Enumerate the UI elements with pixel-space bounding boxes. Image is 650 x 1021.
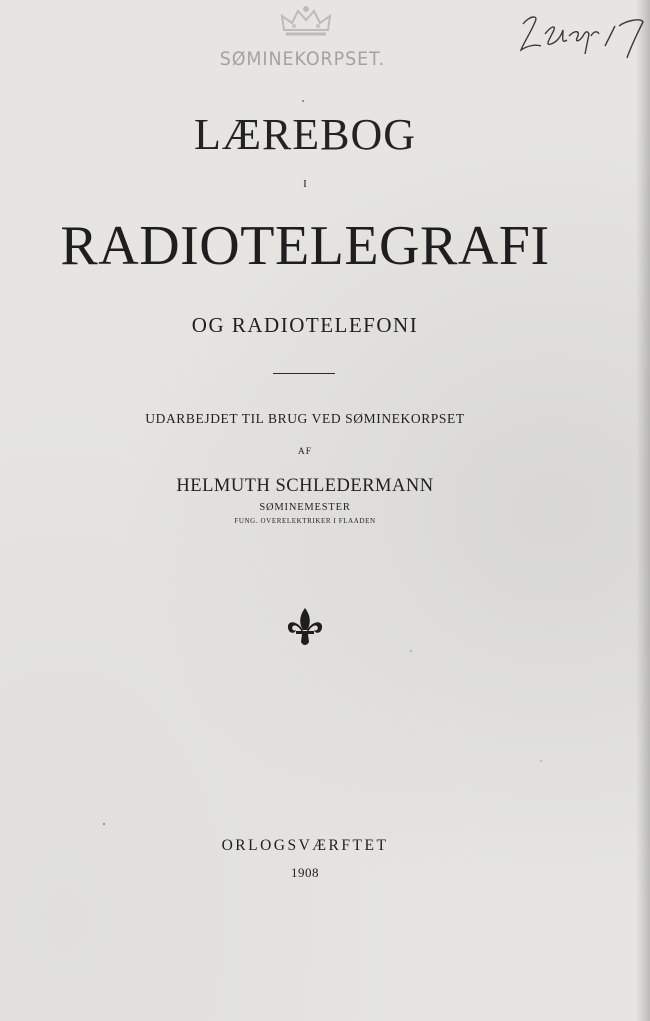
prepared-for-line: UDARBEJDET TIL BRUG VED SØMINEKORPSET bbox=[145, 411, 465, 426]
author-title: SØMINEMESTER bbox=[259, 502, 351, 513]
ink-speck bbox=[540, 760, 542, 762]
book-subject: RADIOTELEGRAFI bbox=[60, 215, 550, 277]
fleur-de-lis-icon bbox=[285, 606, 325, 648]
author-title-secondary: FUNG. OVERELEKTRIKER I FLAADEN bbox=[234, 517, 376, 525]
publisher-name: ORLOGSVÆRFTET bbox=[221, 837, 389, 854]
page-edge-shadow bbox=[636, 0, 650, 1021]
book-subject-sub: OG RADIOTELEFONI bbox=[191, 313, 419, 337]
book-title: LÆREBOG bbox=[193, 110, 417, 159]
publication-year: 1908 bbox=[291, 865, 319, 880]
crown-crest-icon bbox=[276, 4, 336, 40]
ink-speck bbox=[302, 100, 304, 102]
ink-speck bbox=[103, 823, 105, 825]
title-divider bbox=[273, 373, 335, 374]
library-stamp: SØMINEKORPSET. bbox=[219, 48, 386, 70]
author-name: HELMUTH SCHLEDERMANN bbox=[176, 476, 434, 496]
handwritten-signature bbox=[505, 6, 650, 66]
by-label: AF bbox=[297, 447, 313, 457]
title-connector: I bbox=[303, 178, 307, 190]
ink-speck bbox=[410, 650, 412, 652]
